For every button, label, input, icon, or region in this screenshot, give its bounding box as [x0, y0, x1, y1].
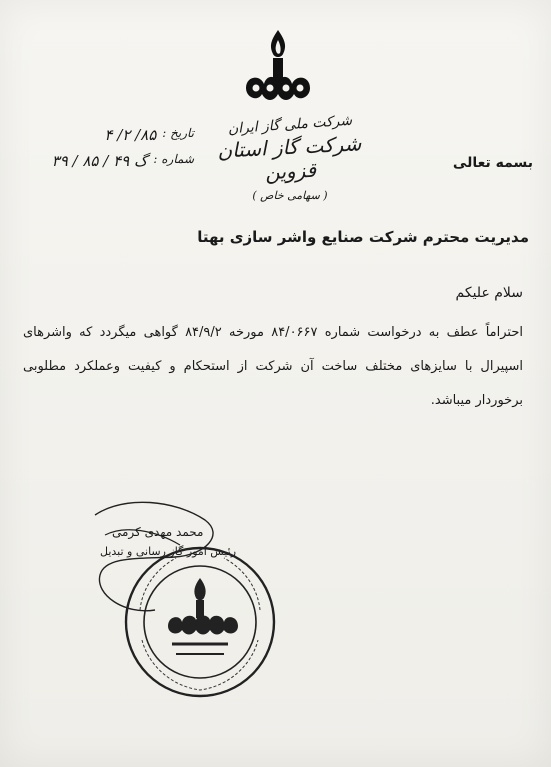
national-iranian-gas-company-logo: [238, 28, 318, 113]
number-value: گ ۴۹ / ۸۵ / ۳۹: [51, 152, 148, 170]
signatory-title: رئیس امور گاز رسانی و تبدیل: [100, 545, 237, 558]
date-label: تاریخ :: [162, 126, 194, 140]
date-row: [24, 126, 194, 144]
number-row: [24, 152, 194, 170]
date-value: ۸۵/ ۲/ ۴: [104, 126, 157, 144]
letter-body: احتراماً عطف به درخواست شماره ۸۴/۰۶۶۷ مورخه ۸۴/۹/۲ گواهی میگردد که واشرهای اسپیرال با سایزهای مختلف ساخت آن شرکت از استحکام و کیفیت وعملکرد مطلوبی برخوردار میباشد.: [23, 325, 523, 408]
company-line-3: ( سهامی خاص ): [252, 189, 328, 202]
company-line-2: شرکت گاز استان قزوین: [216, 131, 362, 185]
letter-meta: [24, 126, 194, 178]
number-label: شماره :: [153, 152, 194, 166]
company-seal-stamp: [120, 540, 280, 705]
bismillah: بسمه تعالی: [452, 155, 533, 171]
company-header: [200, 112, 380, 202]
company-line-1: شرکت ملی گاز ایران: [227, 112, 353, 138]
greeting: سلام علیکم: [455, 285, 523, 301]
signatory-name: محمد مهدی کرمی: [112, 525, 204, 539]
recipient: مدیریت محترم شرکت صنایع واشر سازی بهتا: [197, 228, 529, 246]
